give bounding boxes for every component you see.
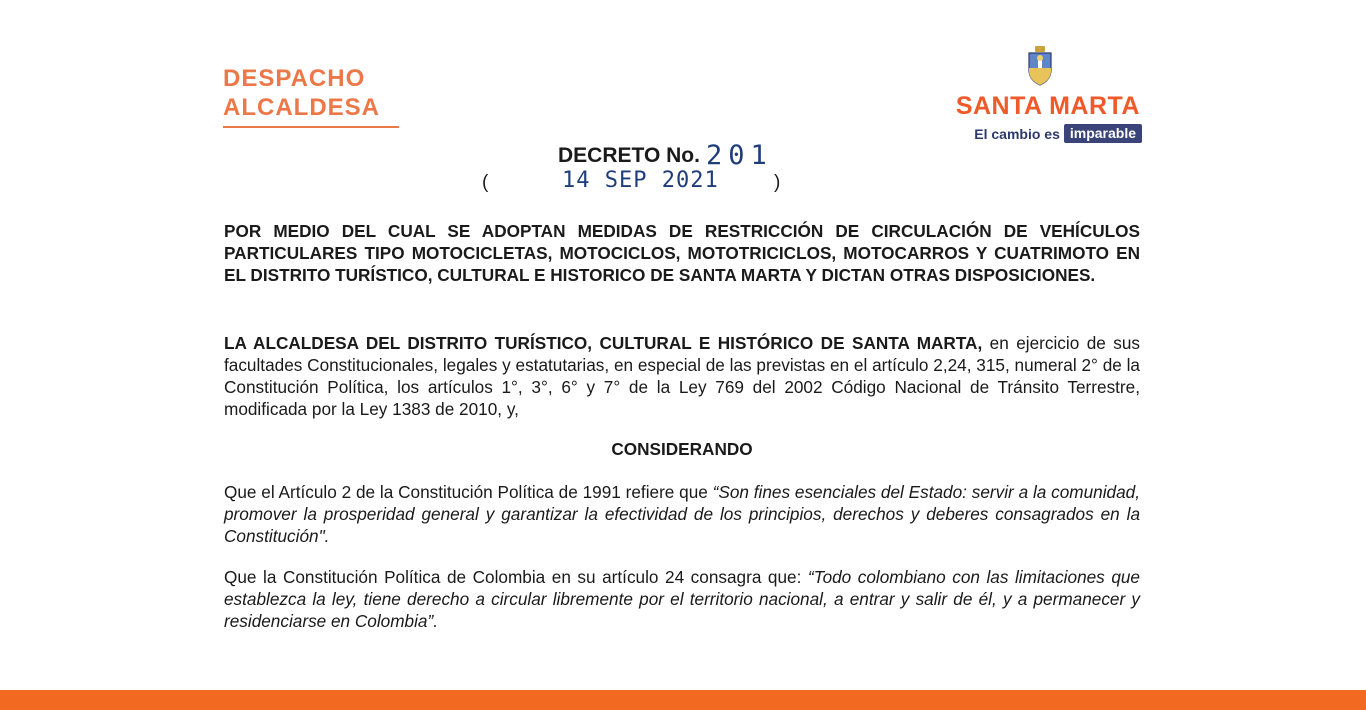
decree-paren-close: ) — [774, 172, 781, 193]
bottom-accent-bar — [0, 690, 1366, 710]
slogan-text: El cambio es — [974, 125, 1060, 142]
despacho-line-1: DESPACHO — [223, 65, 366, 92]
paragraph — [224, 566, 1140, 632]
paragraph — [224, 481, 1140, 547]
coat-of-arms-icon — [1027, 46, 1053, 86]
despacho-alcaldesa-logo — [223, 64, 399, 128]
paragraph-quote: “Son fines esenciales del Estado: servir a la comunidad, promover la prosperidad general y garantizar la efectividad de los principios, derechos y deberes consagrados en la Constitución". — [224, 482, 1140, 546]
intro-rest: en ejercicio de sus facultades Constitucionales, legales y estatutarias, en especial de las previstas en el artículo 2,24, 315, numeral 2° de la Constitución Política, los artículos 1°, 3°, 6° y 7° de la Ley 769 del 2002 Código Nacional de Tránsito Terrestre, modificada por la Ley 1383 de 2010, y, — [224, 333, 1140, 419]
santa-marta-wordmark: SANTA MARTA — [955, 92, 1140, 120]
intro-paragraph — [224, 332, 1140, 420]
considerando-heading: CONSIDERANDO — [611, 439, 753, 459]
santa-marta-logo — [938, 46, 1142, 143]
slogan-badge: imparable — [1064, 124, 1142, 143]
decree-paren-open: ( — [482, 172, 489, 193]
paragraph-text: Que el Artículo 2 de la Constitución Política de 1991 refiere que — [224, 482, 713, 502]
paragraph-text: Que la Constitución Política de Colombia en su artículo 24 consagra que: — [224, 567, 808, 587]
despacho-underline — [223, 126, 399, 128]
slogan — [938, 124, 1142, 143]
decree-date: 14 SEP 2021 — [562, 168, 719, 193]
intro-bold: LA ALCALDESA DEL DISTRITO TURÍSTICO, CULTURAL E HISTÓRICO DE SANTA MARTA, — [224, 333, 983, 353]
decree-number: 201 — [706, 140, 773, 171]
decree-title: POR MEDIO DEL CUAL SE ADOPTAN MEDIDAS DE RESTRICCIÓN DE CIRCULACIÓN DE VEHÍCULOS PARTICULARES TIPO MOTOCICLETAS, MOTOCICLOS, MOTOTRICICLOS, MOTOCARROS Y CUATRIMOTO EN EL DISTRITO TURÍSTICO, CULTURAL E HISTORICO DE SANTA MARTA Y DICTAN OTRAS DISPOSICIONES. — [224, 221, 1140, 285]
paragraph-quote: “Todo colombiano con las limitaciones que establezca la ley, tiene derecho a circular libremente por el territorio nacional, a entrar y salir de él, y a permanecer y residenciarse en Colombia”. — [224, 567, 1140, 631]
decree-label: DECRETO No. — [558, 144, 700, 167]
despacho-line-2: ALCALDESA — [223, 94, 380, 121]
